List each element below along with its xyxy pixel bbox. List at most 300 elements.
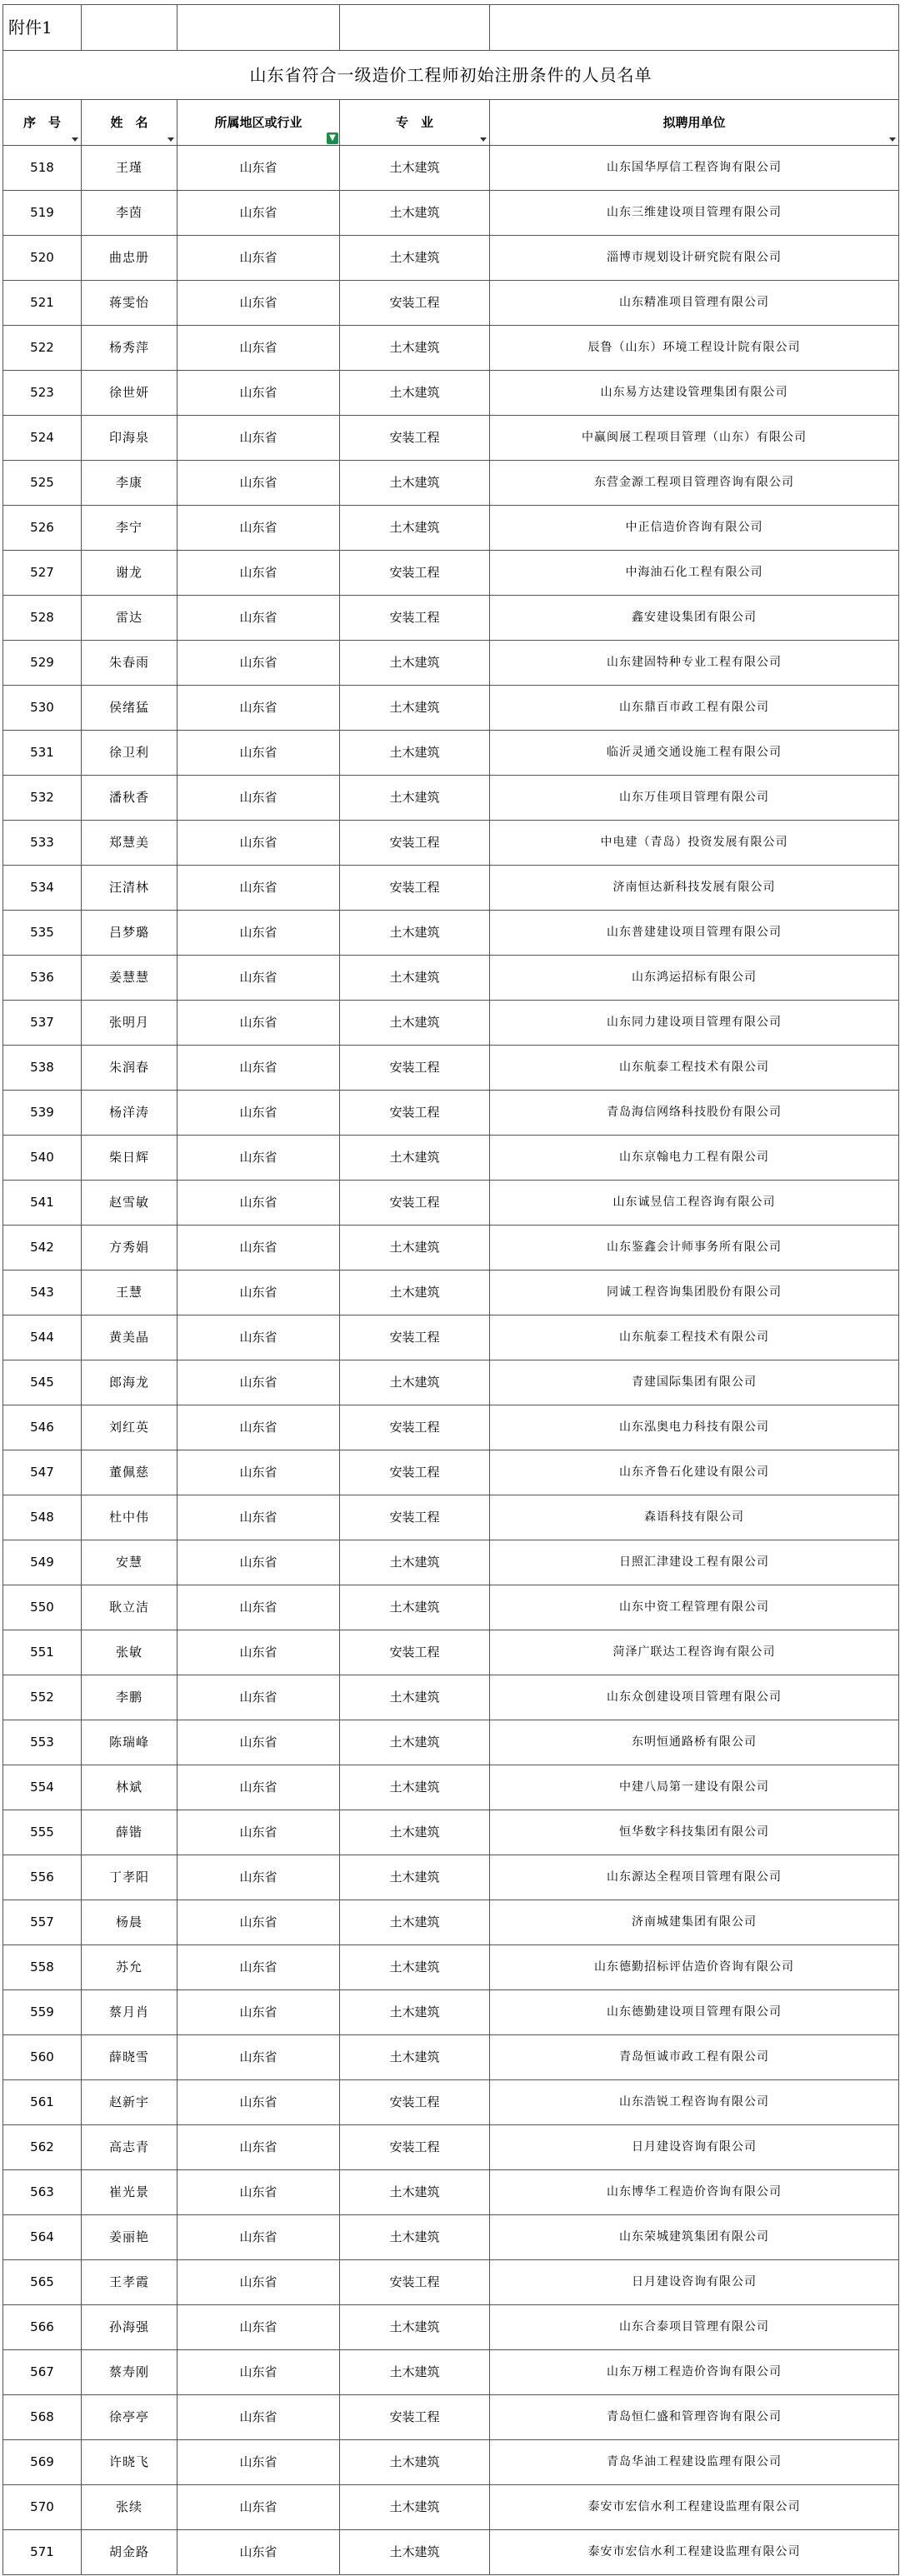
- cell-unit[interactable]: 山东京翰电力工程有限公司: [490, 1136, 899, 1181]
- attachment-label[interactable]: 附件1: [3, 5, 82, 51]
- cell-unit[interactable]: 青岛恒诚市政工程有限公司: [490, 2035, 899, 2080]
- cell-region[interactable]: 山东省: [178, 1675, 340, 1720]
- cell-seq[interactable]: 567: [3, 2350, 82, 2395]
- cell-seq[interactable]: 571: [3, 2530, 82, 2575]
- cell-region[interactable]: 山东省: [178, 1810, 340, 1855]
- filter-dropdown-icon[interactable]: [71, 135, 79, 143]
- table-row: [3, 371, 899, 416]
- cell-major[interactable]: 土木建筑: [340, 1990, 490, 2035]
- cell-seq[interactable]: 530: [3, 686, 82, 731]
- cell-unit[interactable]: 辰鲁（山东）环境工程设计院有限公司: [490, 326, 899, 371]
- cell-major[interactable]: 土木建筑: [340, 641, 490, 686]
- cell-name[interactable]: 侯绪猛: [82, 686, 178, 731]
- cell-unit[interactable]: 山东中资工程管理有限公司: [490, 1585, 899, 1630]
- cell-name[interactable]: 吕梦璐: [82, 911, 178, 956]
- cell-region[interactable]: 山东省: [178, 2080, 340, 2125]
- cell-region[interactable]: 山东省: [178, 416, 340, 461]
- cell-region[interactable]: 山东省: [178, 956, 340, 1001]
- cell-major[interactable]: 土木建筑: [340, 2440, 490, 2485]
- cell-unit[interactable]: 临沂灵通交通设施工程有限公司: [490, 731, 899, 776]
- filter-dropdown-icon[interactable]: [167, 135, 175, 143]
- cell-name[interactable]: 汪清林: [82, 866, 178, 911]
- cell-region[interactable]: 山东省: [178, 2215, 340, 2260]
- cell-major[interactable]: 安装工程: [340, 596, 490, 641]
- cell-major[interactable]: 土木建筑: [340, 1271, 490, 1315]
- empty-cell[interactable]: [82, 5, 178, 51]
- cell-seq[interactable]: 543: [3, 1271, 82, 1315]
- cell-region[interactable]: 山东省: [178, 1091, 340, 1136]
- table-row: [3, 1315, 899, 1360]
- cell-name[interactable]: 赵雪敏: [82, 1181, 178, 1226]
- cell-name[interactable]: 柴日辉: [82, 1136, 178, 1181]
- cell-major[interactable]: 土木建筑: [340, 2530, 490, 2575]
- cell-name[interactable]: 王瑾: [82, 146, 178, 191]
- cell-region[interactable]: 山东省: [178, 2260, 340, 2305]
- cell-unit[interactable]: 山东航泰工程技术有限公司: [490, 1046, 899, 1091]
- cell-region[interactable]: 山东省: [178, 2440, 340, 2485]
- cell-major[interactable]: 土木建筑: [340, 461, 490, 506]
- cell-name[interactable]: 耿立洁: [82, 1585, 178, 1630]
- cell-major[interactable]: 土木建筑: [340, 1720, 490, 1765]
- cell-unit[interactable]: 同诚工程咨询集团股份有限公司: [490, 1271, 899, 1315]
- cell-seq[interactable]: 531: [3, 731, 82, 776]
- cell-major[interactable]: 土木建筑: [340, 326, 490, 371]
- cell-region[interactable]: 山东省: [178, 641, 340, 686]
- cell-name[interactable]: 董佩慈: [82, 1450, 178, 1495]
- cell-major[interactable]: 安装工程: [340, 1450, 490, 1495]
- cell-major[interactable]: 土木建筑: [340, 956, 490, 1001]
- cell-region[interactable]: 山东省: [178, 506, 340, 551]
- table-row: [3, 551, 899, 596]
- cell-major[interactable]: 安装工程: [340, 2260, 490, 2305]
- cell-name[interactable]: 姜慧慧: [82, 956, 178, 1001]
- cell-region[interactable]: 山东省: [178, 1945, 340, 1990]
- cell-region[interactable]: 山东省: [178, 1720, 340, 1765]
- table-row: [3, 1855, 899, 1900]
- cell-region[interactable]: 山东省: [178, 2125, 340, 2170]
- cell-seq[interactable]: 546: [3, 1405, 82, 1450]
- cell-major[interactable]: 土木建筑: [340, 236, 490, 281]
- cell-name[interactable]: 徐世妍: [82, 371, 178, 416]
- cell-name[interactable]: 黄美晶: [82, 1315, 178, 1360]
- cell-name[interactable]: 杜中伟: [82, 1495, 178, 1540]
- cell-unit[interactable]: 恒华数字科技集团有限公司: [490, 1810, 899, 1855]
- cell-major[interactable]: 土木建筑: [340, 191, 490, 236]
- cell-region[interactable]: 山东省: [178, 1495, 340, 1540]
- cell-seq[interactable]: 548: [3, 1495, 82, 1540]
- cell-name[interactable]: 刘红英: [82, 1405, 178, 1450]
- cell-unit[interactable]: 鑫安建设集团有限公司: [490, 596, 899, 641]
- cell-major[interactable]: 安装工程: [340, 2125, 490, 2170]
- empty-cell[interactable]: [178, 5, 340, 51]
- cell-seq[interactable]: 526: [3, 506, 82, 551]
- cell-name[interactable]: 朱春雨: [82, 641, 178, 686]
- cell-unit[interactable]: 山东普建建设项目管理有限公司: [490, 911, 899, 956]
- cell-seq[interactable]: 541: [3, 1181, 82, 1226]
- cell-name[interactable]: 安慧: [82, 1540, 178, 1585]
- cell-unit[interactable]: 青建国际集团有限公司: [490, 1360, 899, 1405]
- cell-major[interactable]: 安装工程: [340, 866, 490, 911]
- cell-seq[interactable]: 558: [3, 1945, 82, 1990]
- cell-unit[interactable]: 中正信造价咨询有限公司: [490, 506, 899, 551]
- table-row: [3, 1900, 899, 1945]
- cell-region[interactable]: 山东省: [178, 146, 340, 191]
- cell-seq[interactable]: 551: [3, 1630, 82, 1675]
- cell-unit[interactable]: 淄博市规划设计研究院有限公司: [490, 236, 899, 281]
- cell-seq[interactable]: 561: [3, 2080, 82, 2125]
- cell-major[interactable]: 土木建筑: [340, 1900, 490, 1945]
- cell-name[interactable]: 方秀娟: [82, 1226, 178, 1271]
- cell-major[interactable]: 土木建筑: [340, 2305, 490, 2350]
- cell-name[interactable]: 谢龙: [82, 551, 178, 596]
- cell-name[interactable]: 徐卫利: [82, 731, 178, 776]
- cell-major[interactable]: 土木建筑: [340, 776, 490, 821]
- cell-unit[interactable]: 中电建（青岛）投资发展有限公司: [490, 821, 899, 866]
- cell-region[interactable]: 山东省: [178, 1855, 340, 1900]
- cell-seq[interactable]: 570: [3, 2485, 82, 2530]
- cell-major[interactable]: 土木建筑: [340, 506, 490, 551]
- cell-major[interactable]: 安装工程: [340, 2395, 490, 2440]
- cell-seq[interactable]: 555: [3, 1810, 82, 1855]
- cell-region[interactable]: 山东省: [178, 2350, 340, 2395]
- filter-dropdown-icon[interactable]: [479, 135, 488, 143]
- cell-name[interactable]: 朱润春: [82, 1046, 178, 1091]
- cell-unit[interactable]: 泰安市宏信水利工程建设监理有限公司: [490, 2485, 899, 2530]
- cell-name[interactable]: 徐亭亭: [82, 2395, 178, 2440]
- filter-dropdown-icon[interactable]: [888, 135, 897, 143]
- cell-seq[interactable]: 545: [3, 1360, 82, 1405]
- cell-region[interactable]: 山东省: [178, 1315, 340, 1360]
- cell-major[interactable]: 土木建筑: [340, 2485, 490, 2530]
- cell-name[interactable]: 李茵: [82, 191, 178, 236]
- cell-unit[interactable]: 青岛华油工程建设监理有限公司: [490, 2440, 899, 2485]
- cell-major[interactable]: 安装工程: [340, 1315, 490, 1360]
- cell-name[interactable]: 蔡月肖: [82, 1990, 178, 2035]
- cell-unit[interactable]: 日月建设咨询有限公司: [490, 2125, 899, 2170]
- cell-name[interactable]: 印海泉: [82, 416, 178, 461]
- cell-major[interactable]: 安装工程: [340, 821, 490, 866]
- header-unit-label: 拟聘用单位: [662, 114, 726, 130]
- cell-name[interactable]: 许晓飞: [82, 2440, 178, 2485]
- cell-seq[interactable]: 525: [3, 461, 82, 506]
- cell-seq[interactable]: 535: [3, 911, 82, 956]
- cell-major[interactable]: 土木建筑: [340, 1360, 490, 1405]
- cell-region[interactable]: 山东省: [178, 1585, 340, 1630]
- cell-region[interactable]: 山东省: [178, 551, 340, 596]
- cell-major[interactable]: 土木建筑: [340, 686, 490, 731]
- cell-major[interactable]: 土木建筑: [340, 1136, 490, 1181]
- header-region[interactable]: [178, 100, 340, 146]
- cell-seq[interactable]: 529: [3, 641, 82, 686]
- cell-seq[interactable]: 521: [3, 281, 82, 326]
- cell-region[interactable]: 山东省: [178, 1450, 340, 1495]
- cell-seq[interactable]: 553: [3, 1720, 82, 1765]
- cell-major[interactable]: 土木建筑: [340, 1001, 490, 1046]
- cell-region[interactable]: 山东省: [178, 1630, 340, 1675]
- cell-name[interactable]: 丁孝阳: [82, 1855, 178, 1900]
- cell-seq[interactable]: 532: [3, 776, 82, 821]
- cell-region[interactable]: 山东省: [178, 2485, 340, 2530]
- cell-seq[interactable]: 559: [3, 1990, 82, 2035]
- cell-seq[interactable]: 537: [3, 1001, 82, 1046]
- cell-major[interactable]: 土木建筑: [340, 1810, 490, 1855]
- cell-major[interactable]: 土木建筑: [340, 731, 490, 776]
- cell-seq[interactable]: 534: [3, 866, 82, 911]
- cell-region[interactable]: 山东省: [178, 911, 340, 956]
- cell-region[interactable]: 山东省: [178, 2305, 340, 2350]
- cell-name[interactable]: 李宁: [82, 506, 178, 551]
- cell-unit[interactable]: 山东鼎百市政工程有限公司: [490, 686, 899, 731]
- cell-region[interactable]: 山东省: [178, 1405, 340, 1450]
- cell-seq[interactable]: 569: [3, 2440, 82, 2485]
- cell-name[interactable]: 杨秀萍: [82, 326, 178, 371]
- cell-name[interactable]: 孙海强: [82, 2305, 178, 2350]
- cell-major[interactable]: 土木建筑: [340, 1765, 490, 1810]
- table-row: [3, 1945, 899, 1990]
- cell-unit[interactable]: 山东德勤招标评估造价咨询有限公司: [490, 1945, 899, 1990]
- cell-unit[interactable]: 山东德勤建设项目管理有限公司: [490, 1990, 899, 2035]
- cell-seq[interactable]: 565: [3, 2260, 82, 2305]
- cell-unit[interactable]: 山东建固特种专业工程有限公司: [490, 641, 899, 686]
- cell-major[interactable]: 安装工程: [340, 1181, 490, 1226]
- cell-name[interactable]: 李康: [82, 461, 178, 506]
- cell-major[interactable]: 土木建筑: [340, 1945, 490, 1990]
- cell-seq[interactable]: 528: [3, 596, 82, 641]
- cell-unit[interactable]: 山东源达全程项目管理有限公司: [490, 1855, 899, 1900]
- cell-seq[interactable]: 523: [3, 371, 82, 416]
- header-row: [3, 100, 899, 146]
- cell-name[interactable]: 高志青: [82, 2125, 178, 2170]
- cell-region[interactable]: 山东省: [178, 1271, 340, 1315]
- cell-seq[interactable]: 536: [3, 956, 82, 1001]
- cell-region[interactable]: 山东省: [178, 2395, 340, 2440]
- cell-name[interactable]: 赵新宇: [82, 2080, 178, 2125]
- cell-seq[interactable]: 563: [3, 2170, 82, 2215]
- filter-active-icon[interactable]: ▼: [327, 132, 338, 144]
- cell-unit[interactable]: 青岛恒仁盛和管理咨询有限公司: [490, 2395, 899, 2440]
- cell-name[interactable]: 薛锴: [82, 1810, 178, 1855]
- cell-unit[interactable]: 山东诚昱信工程咨询有限公司: [490, 1181, 899, 1226]
- cell-major[interactable]: 安装工程: [340, 1405, 490, 1450]
- cell-seq[interactable]: 520: [3, 236, 82, 281]
- cell-seq[interactable]: 539: [3, 1091, 82, 1136]
- cell-name[interactable]: 王慧: [82, 1271, 178, 1315]
- cell-major[interactable]: 土木建筑: [340, 2170, 490, 2215]
- cell-unit[interactable]: 青岛海信网络科技股份有限公司: [490, 1091, 899, 1136]
- cell-seq[interactable]: 544: [3, 1315, 82, 1360]
- cell-unit[interactable]: 山东荣城建筑集团有限公司: [490, 2215, 899, 2260]
- cell-unit[interactable]: 东明恒通路桥有限公司: [490, 1720, 899, 1765]
- table-row: [3, 911, 899, 956]
- cell-major[interactable]: 土木建筑: [340, 2215, 490, 2260]
- cell-name[interactable]: 王孝霞: [82, 2260, 178, 2305]
- cell-region[interactable]: 山东省: [178, 1181, 340, 1226]
- cell-unit[interactable]: 山东泓奥电力科技有限公司: [490, 1405, 899, 1450]
- cell-region[interactable]: 山东省: [178, 2035, 340, 2080]
- cell-seq[interactable]: 550: [3, 1585, 82, 1630]
- cell-unit[interactable]: 山东国华厚信工程咨询有限公司: [490, 146, 899, 191]
- header-unit[interactable]: [490, 100, 899, 146]
- cell-region[interactable]: 山东省: [178, 236, 340, 281]
- cell-unit[interactable]: 山东万栩工程造价咨询有限公司: [490, 2350, 899, 2395]
- cell-seq[interactable]: 549: [3, 1540, 82, 1585]
- cell-name[interactable]: 蒋雯怡: [82, 281, 178, 326]
- cell-name[interactable]: 苏允: [82, 1945, 178, 1990]
- cell-unit[interactable]: 中赢闽展工程项目管理（山东）有限公司: [490, 416, 899, 461]
- cell-name[interactable]: 杨洋涛: [82, 1091, 178, 1136]
- cell-major[interactable]: 土木建筑: [340, 1675, 490, 1720]
- cell-unit[interactable]: 东营金源工程项目管理咨询有限公司: [490, 461, 899, 506]
- cell-unit[interactable]: 山东航泰工程技术有限公司: [490, 1315, 899, 1360]
- cell-seq[interactable]: 519: [3, 191, 82, 236]
- cell-unit[interactable]: 山东鸿运招标有限公司: [490, 956, 899, 1001]
- cell-unit[interactable]: 山东博华工程造价咨询有限公司: [490, 2170, 899, 2215]
- cell-major[interactable]: 土木建筑: [340, 2035, 490, 2080]
- cell-region[interactable]: 山东省: [178, 371, 340, 416]
- cell-seq[interactable]: 540: [3, 1136, 82, 1181]
- cell-region[interactable]: 山东省: [178, 686, 340, 731]
- cell-region[interactable]: 山东省: [178, 1360, 340, 1405]
- table-row: [3, 2215, 899, 2260]
- cell-region[interactable]: 山东省: [178, 191, 340, 236]
- cell-seq[interactable]: 522: [3, 326, 82, 371]
- table-row: [3, 1181, 899, 1226]
- page-title[interactable]: 山东省符合一级造价工程师初始注册条件的人员名单: [3, 51, 899, 100]
- cell-name[interactable]: 薛晓雪: [82, 2035, 178, 2080]
- cell-unit[interactable]: 日月建设咨询有限公司: [490, 2260, 899, 2305]
- cell-major[interactable]: 土木建筑: [340, 2350, 490, 2395]
- cell-name[interactable]: 胡金路: [82, 2530, 178, 2575]
- cell-major[interactable]: 土木建筑: [340, 371, 490, 416]
- cell-region[interactable]: 山东省: [178, 1900, 340, 1945]
- cell-seq[interactable]: 552: [3, 1675, 82, 1720]
- cell-unit[interactable]: 山东众创建设项目管理有限公司: [490, 1675, 899, 1720]
- cell-region[interactable]: 山东省: [178, 461, 340, 506]
- cell-major[interactable]: 土木建筑: [340, 1585, 490, 1630]
- cell-major[interactable]: 安装工程: [340, 2080, 490, 2125]
- cell-seq[interactable]: 568: [3, 2395, 82, 2440]
- cell-major[interactable]: 土木建筑: [340, 1226, 490, 1271]
- cell-name[interactable]: 张续: [82, 2485, 178, 2530]
- empty-cell[interactable]: [490, 5, 899, 51]
- cell-seq[interactable]: 527: [3, 551, 82, 596]
- cell-seq[interactable]: 560: [3, 2035, 82, 2080]
- personnel-table: [2, 4, 899, 2575]
- cell-name[interactable]: 姜丽艳: [82, 2215, 178, 2260]
- cell-seq[interactable]: 566: [3, 2305, 82, 2350]
- cell-region[interactable]: 山东省: [178, 821, 340, 866]
- cell-name[interactable]: 张敏: [82, 1630, 178, 1675]
- cell-name[interactable]: 蔡寿刚: [82, 2350, 178, 2395]
- cell-region[interactable]: 山东省: [178, 281, 340, 326]
- cell-region[interactable]: 山东省: [178, 2530, 340, 2575]
- cell-unit[interactable]: 山东三维建设项目管理有限公司: [490, 191, 899, 236]
- cell-seq[interactable]: 556: [3, 1855, 82, 1900]
- cell-unit[interactable]: 山东万佳项目管理有限公司: [490, 776, 899, 821]
- cell-region[interactable]: 山东省: [178, 1136, 340, 1181]
- cell-unit[interactable]: 济南恒达新科技发展有限公司: [490, 866, 899, 911]
- cell-region[interactable]: 山东省: [178, 1226, 340, 1271]
- cell-name[interactable]: 杨晨: [82, 1900, 178, 1945]
- cell-unit[interactable]: 菏泽广联达工程咨询有限公司: [490, 1630, 899, 1675]
- cell-region[interactable]: 山东省: [178, 731, 340, 776]
- cell-name[interactable]: 雷达: [82, 596, 178, 641]
- cell-unit[interactable]: 森语科技有限公司: [490, 1495, 899, 1540]
- cell-name[interactable]: 潘秋香: [82, 776, 178, 821]
- cell-major[interactable]: 安装工程: [340, 1046, 490, 1091]
- cell-unit[interactable]: 中海油石化工程有限公司: [490, 551, 899, 596]
- cell-unit[interactable]: 日照汇津建设工程有限公司: [490, 1540, 899, 1585]
- cell-unit[interactable]: 中建八局第一建设有限公司: [490, 1765, 899, 1810]
- cell-unit[interactable]: 泰安市宏信水利工程建设监理有限公司: [490, 2530, 899, 2575]
- cell-seq[interactable]: 524: [3, 416, 82, 461]
- cell-name[interactable]: 郑慧美: [82, 821, 178, 866]
- cell-seq[interactable]: 538: [3, 1046, 82, 1091]
- header-seq[interactable]: [3, 100, 82, 146]
- cell-unit[interactable]: 山东合泰项目管理有限公司: [490, 2305, 899, 2350]
- cell-region[interactable]: 山东省: [178, 326, 340, 371]
- cell-name[interactable]: 陈瑞峰: [82, 1720, 178, 1765]
- cell-seq[interactable]: 564: [3, 2215, 82, 2260]
- cell-region[interactable]: 山东省: [178, 1990, 340, 2035]
- cell-seq[interactable]: 518: [3, 146, 82, 191]
- cell-major[interactable]: 土木建筑: [340, 1855, 490, 1900]
- table-row: [3, 1765, 899, 1810]
- cell-unit[interactable]: 山东精准项目管理有限公司: [490, 281, 899, 326]
- cell-major[interactable]: 土木建筑: [340, 146, 490, 191]
- cell-major[interactable]: 安装工程: [340, 281, 490, 326]
- cell-major[interactable]: 安装工程: [340, 1091, 490, 1136]
- cell-unit[interactable]: 山东易方达建设管理集团有限公司: [490, 371, 899, 416]
- cell-major[interactable]: 安装工程: [340, 416, 490, 461]
- cell-unit[interactable]: 济南城建集团有限公司: [490, 1900, 899, 1945]
- cell-name[interactable]: 李鹏: [82, 1675, 178, 1720]
- cell-region[interactable]: 山东省: [178, 2170, 340, 2215]
- cell-region[interactable]: 山东省: [178, 866, 340, 911]
- cell-seq[interactable]: 542: [3, 1226, 82, 1271]
- cell-major[interactable]: 土木建筑: [340, 911, 490, 956]
- cell-unit[interactable]: 山东浩锐工程咨询有限公司: [490, 2080, 899, 2125]
- cell-name[interactable]: 张明月: [82, 1001, 178, 1046]
- cell-major[interactable]: 安装工程: [340, 1495, 490, 1540]
- cell-name[interactable]: 曲忠册: [82, 236, 178, 281]
- cell-major[interactable]: 安装工程: [340, 1630, 490, 1675]
- cell-seq[interactable]: 557: [3, 1900, 82, 1945]
- cell-seq[interactable]: 547: [3, 1450, 82, 1495]
- cell-unit[interactable]: 山东齐鲁石化建设有限公司: [490, 1450, 899, 1495]
- cell-region[interactable]: 山东省: [178, 1046, 340, 1091]
- empty-cell[interactable]: [340, 5, 490, 51]
- cell-region[interactable]: 山东省: [178, 1001, 340, 1046]
- header-major[interactable]: [340, 100, 490, 146]
- cell-unit[interactable]: 山东同力建设项目管理有限公司: [490, 1001, 899, 1046]
- cell-seq[interactable]: 533: [3, 821, 82, 866]
- cell-major[interactable]: 安装工程: [340, 551, 490, 596]
- cell-region[interactable]: 山东省: [178, 776, 340, 821]
- cell-name[interactable]: 林斌: [82, 1765, 178, 1810]
- cell-region[interactable]: 山东省: [178, 1540, 340, 1585]
- cell-seq[interactable]: 562: [3, 2125, 82, 2170]
- cell-unit[interactable]: 山东鉴鑫会计师事务所有限公司: [490, 1226, 899, 1271]
- cell-name[interactable]: 崔光景: [82, 2170, 178, 2215]
- table-row: [3, 2305, 899, 2350]
- cell-seq[interactable]: 554: [3, 1765, 82, 1810]
- cell-region[interactable]: 山东省: [178, 1765, 340, 1810]
- cell-region[interactable]: 山东省: [178, 596, 340, 641]
- header-name[interactable]: [82, 100, 178, 146]
- cell-major[interactable]: 土木建筑: [340, 1540, 490, 1585]
- cell-name[interactable]: 郎海龙: [82, 1360, 178, 1405]
